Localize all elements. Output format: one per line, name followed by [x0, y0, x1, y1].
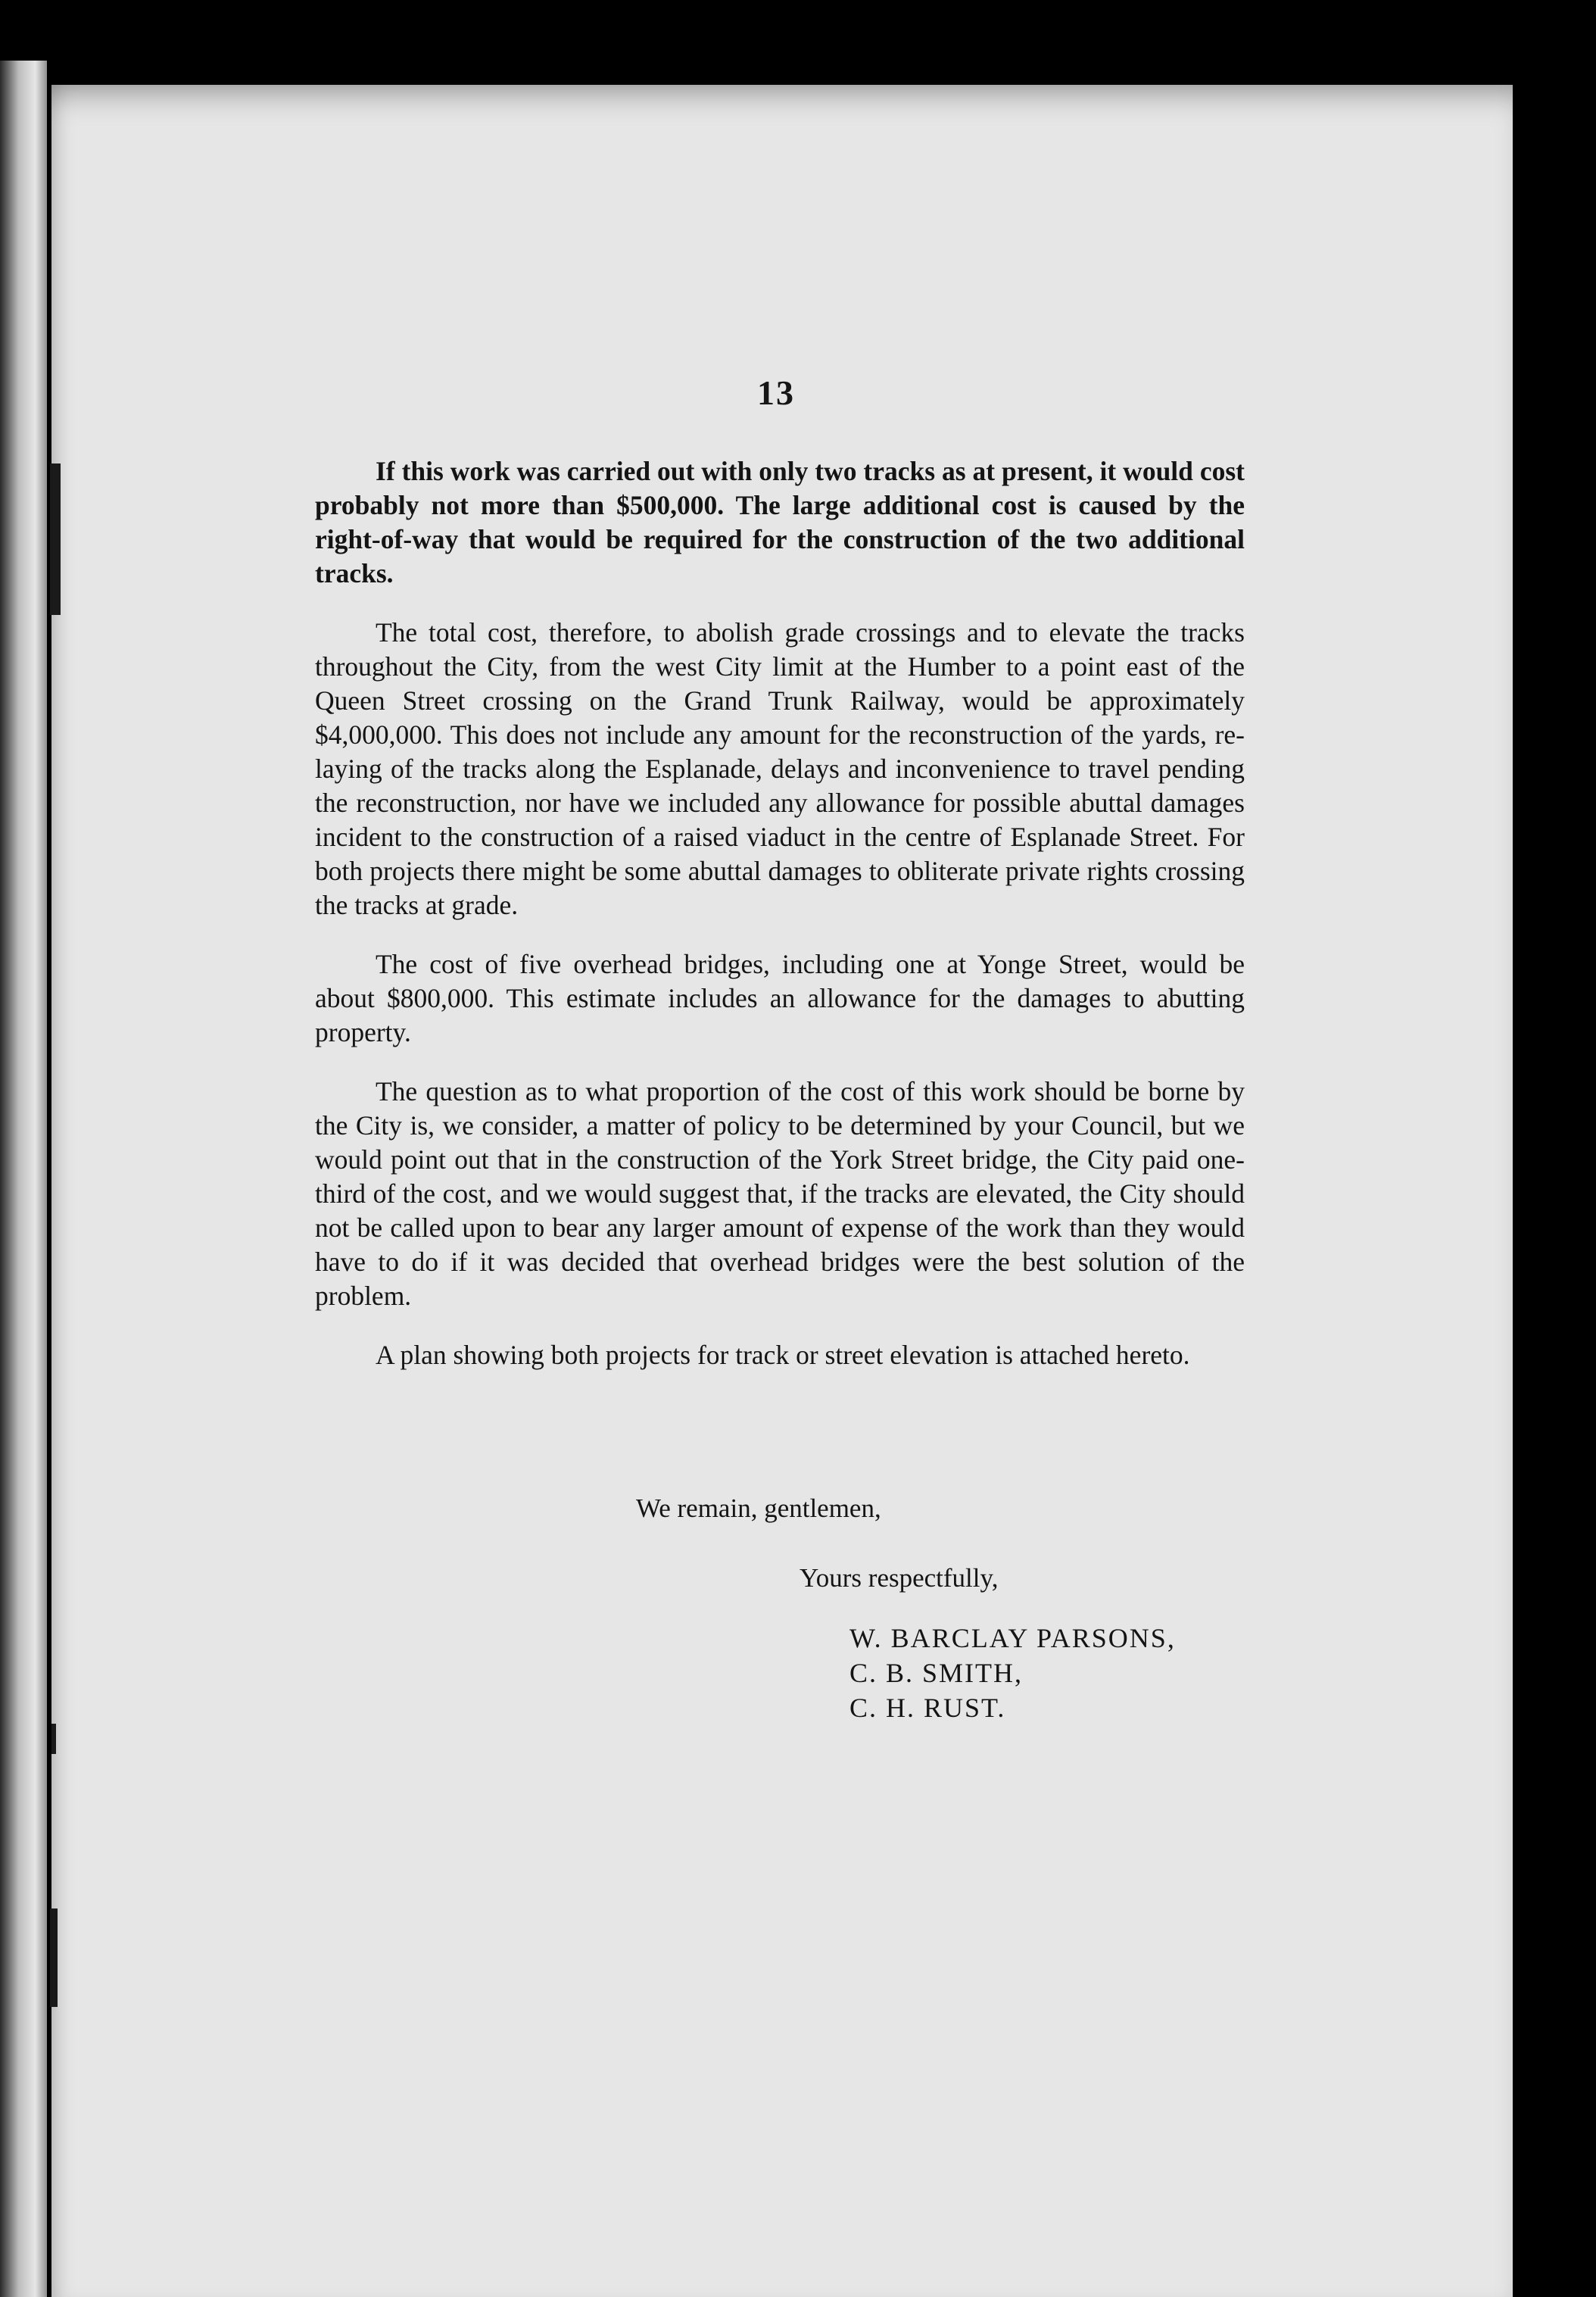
- paragraph: The cost of five overhead bridges, including one at Yonge Street, would be about $800,000. This estimate includes an allowance for the damages to abutting property.: [315, 949, 1245, 1047]
- signatory-name: C. H. RUST.: [849, 1693, 1006, 1723]
- valediction: Yours respectfully,: [800, 1563, 999, 1593]
- closing-line: We remain, gentlemen,: [636, 1493, 881, 1523]
- paragraph: If this work was carried out with only two tracks as at present, it would cost probably not more than $500,000. The large additional cost is caused by the right-of-way that would be required for the construction of the two additional tracks.: [315, 456, 1245, 588]
- page-number: 13: [757, 373, 795, 412]
- signatory-name: W. BARCLAY PARSONS,: [849, 1623, 1176, 1653]
- margin-mark: [51, 1724, 56, 1754]
- letter-body: [315, 454, 1245, 1397]
- signature-block: [849, 1621, 1176, 1725]
- paragraph: A plan showing both projects for track or street elevation is attached hereto.: [376, 1340, 1190, 1370]
- paragraph: The question as to what proportion of the cost of this work should be borne by the City is, we consider, a matter of policy to be determined by your Council, but we would point out that in the construction of the York Street bridge, the City paid one-third of the cost, and we would suggest that, if the tracks are elevated, the City should not be called upon to bear any larger amount of expense of the work than they would have to do if it was decided that overhead bridges were the best solution of the problem.: [315, 1076, 1245, 1311]
- margin-mark: [50, 463, 61, 615]
- paragraph: The total cost, therefore, to abolish grade crossings and to elevate the tracks throughout the City, from the west City limit at the Humber to a point east of the Queen Street crossing on the Grand Trunk Railway, would be approximately $4,000,000. This does not include any amount for the reconstruction of the yards, re-laying of the tracks along the Esplanade, delays and inconvenience to travel pending the reconstruction, nor have we included any allowance for possible abuttal damages incident to the construction of a raised viaduct in the centre of Esplanade Street. For both projects there might be some abuttal damages to obliterate private rights crossing the tracks at grade.: [315, 617, 1245, 920]
- signatory-name: C. B. SMITH,: [849, 1658, 1024, 1688]
- facing-page-edge: [0, 61, 47, 2297]
- margin-mark: [50, 1908, 58, 2007]
